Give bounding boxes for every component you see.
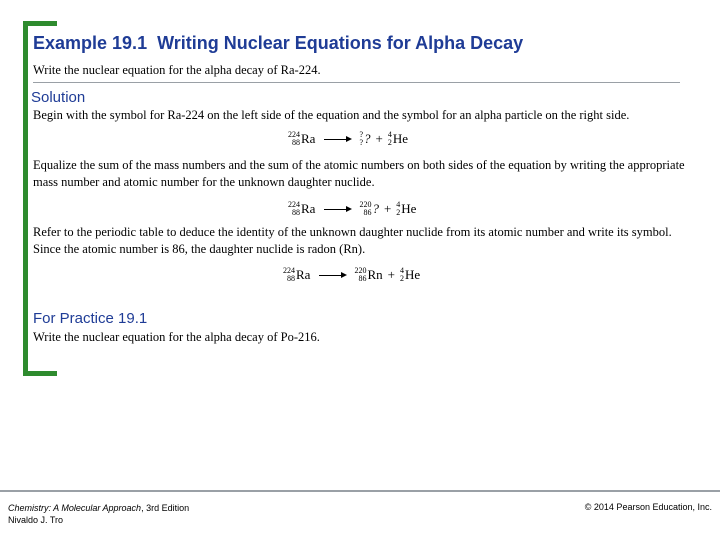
element-symbol: He (401, 201, 417, 216)
solution-step-2: Equalize the sum of the mass numbers and the sum of the atomic numbers on both sides of the equation by writing the appropriate mass number and atomic number for the unknown daughter nuclide. (33, 158, 685, 189)
atomic-number: 2 (399, 274, 404, 283)
mass-number: ? (359, 130, 364, 139)
plus-operator: + (383, 201, 392, 216)
element-symbol: He (404, 267, 421, 282)
book-edition: , 3rd Edition (141, 503, 190, 513)
alpha-particle (396, 201, 416, 217)
atomic-number: 88 (287, 274, 295, 283)
footer-citation (8, 502, 189, 526)
example-title (33, 33, 523, 54)
mass-number: 220 (354, 266, 367, 275)
equation-1 (288, 131, 408, 147)
atomic-number: 86 (358, 274, 367, 283)
element-symbol: Ra (301, 201, 316, 216)
atomic-number: 2 (387, 138, 392, 147)
unknown-nuclide (359, 201, 379, 217)
atomic-number: 88 (292, 138, 300, 147)
atomic-number: ? (359, 138, 364, 147)
footer-divider (0, 490, 720, 492)
solution-step-1: Begin with the symbol for Ra-224 on the left side of the equation and the symbol for an alpha particle on the right side. (33, 108, 630, 122)
problem-statement: Write the nuclear equation for the alpha decay of Ra-224. (33, 63, 321, 77)
mass-number: 4 (399, 266, 404, 275)
solution-step-3: Refer to the periodic table to deduce the identity of the unknown daughter nuclide from its atomic number and write its symbol. Since the atomic number is 86, the daughter nuclide is radon (Rn). (33, 225, 672, 256)
solution-heading: Solution (31, 89, 86, 106)
product-nuclide (354, 267, 382, 283)
element-symbol: Rn (367, 267, 383, 282)
reaction-arrow-icon (319, 270, 347, 280)
book-author: Nivaldo J. Tro (8, 515, 64, 525)
element-symbol: ? (372, 201, 379, 216)
reactant-nuclide (288, 201, 315, 217)
mass-number: 224 (288, 130, 300, 139)
book-title: Chemistry: A Molecular Approach (8, 503, 142, 513)
mass-number: 224 (288, 200, 300, 209)
element-symbol: Ra (301, 131, 316, 146)
practice-problem: Write the nuclear equation for the alpha decay of Po-216. (33, 330, 320, 344)
mass-number: 220 (359, 200, 372, 209)
practice-heading: For Practice 19.1 (33, 310, 148, 327)
reactant-nuclide (283, 267, 310, 283)
element-symbol: Ra (296, 267, 311, 282)
copyright-notice: © 2014 Pearson Education, Inc. (584, 502, 712, 512)
reactant-nuclide (288, 131, 315, 147)
atomic-number: 88 (292, 208, 300, 217)
example-number: Example 19.1 (33, 33, 148, 53)
alpha-particle (388, 131, 408, 147)
equation-2 (288, 201, 416, 217)
reaction-arrow-icon (324, 134, 352, 144)
element-symbol: ? (364, 131, 371, 146)
plus-operator: + (375, 131, 383, 146)
mass-number: 4 (387, 130, 392, 139)
plus-operator: + (387, 267, 395, 282)
atomic-number: 86 (363, 208, 372, 217)
atomic-number: 2 (396, 208, 401, 217)
alpha-particle (400, 267, 420, 283)
equation-3 (283, 267, 420, 283)
example-title-text: Writing Nuclear Equations for Alpha Decay (157, 33, 524, 53)
element-symbol: He (392, 131, 409, 146)
unknown-nuclide (359, 131, 370, 147)
mass-number: 224 (283, 266, 295, 275)
reaction-arrow-icon (324, 204, 352, 214)
divider (33, 82, 680, 83)
mass-number: 4 (396, 200, 401, 209)
